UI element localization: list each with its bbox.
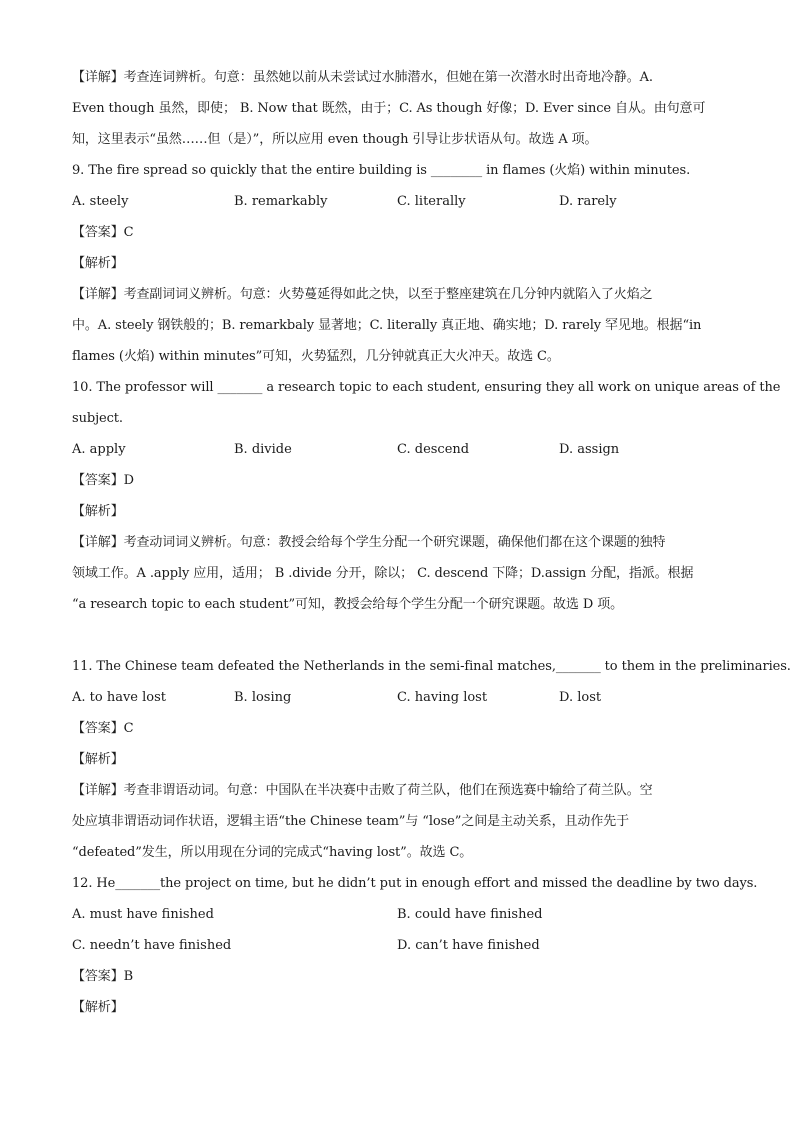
q10-detail-line-3: “a research topic to each student”可知，教授会给每个学生分配一个研究课题。故选 D 项。 [72,597,624,612]
q10-option-c: C. descend [397,442,470,457]
q9-detail-line-1: 【详解】考查副词词义辨析。句意：火势蔓延得如此之快，以至于整座建筑在几分钟内就陷入了火焰之 [72,287,653,302]
q12-options-row-1 [72,899,724,930]
q11-answer: 【答案】C [72,721,134,736]
q10-stem-line-1: 10. The professor will _______ a research topic to each student, ensuring they all work on unique areas of the [72,380,781,395]
q9-options [72,186,724,217]
q12-answer: 【答案】B [72,969,134,984]
q12-option-b: B. could have finished [397,907,543,922]
q9-option-b: B. remarkably [234,194,328,209]
q9-detail-line-3: flames (火焰) within minutes”可知，火势猛烈，几分钟就真正大火冲天。故选 C。 [72,349,560,364]
q9-option-a: A. steely [72,194,129,209]
q9-answer: 【答案】C [72,225,134,240]
q11-analysis: 【解析】 [72,752,124,767]
q12-option-c: C. needn’t have finished [72,938,232,953]
spacer [72,620,724,651]
q9-stem: 9. The fire spread so quickly that the entire building is ________ in flames (火焰) within minutes. [72,163,691,178]
q9-option-d: D. rarely [559,194,617,209]
q11-detail-line-1: 【详解】考查非谓语动词。句意：中国队在半决赛中击败了荷兰队，他们在预选赛中输给了荷兰队。空 [72,783,653,798]
q10-answer: 【答案】D [72,473,134,488]
q8-detail-line-2: Even though 虽然，即使； B. Now that 既然，由于；C. As though 好像；D. Ever since 自从。由句意可 [72,101,706,116]
q8-detail-line-3: 知，这里表示“虽然……但（是）”，所以应用 even though 引导让步状语从句。故选 A 项。 [72,132,598,147]
q11-option-a: A. to have lost [72,690,167,705]
q12-options-row-2 [72,930,724,961]
q10-analysis: 【解析】 [72,504,124,519]
q11-option-d: D. lost [559,690,602,705]
q11-options [72,682,724,713]
q9-option-c: C. literally [397,194,466,209]
q11-stem: 11. The Chinese team defeated the Netherlands in the semi-final matches,_______ to them in the preliminaries. [72,659,791,674]
q12-analysis: 【解析】 [72,1000,124,1015]
q9-analysis: 【解析】 [72,256,124,271]
q10-option-b: B. divide [234,442,292,457]
q10-stem-line-2: subject. [72,411,123,426]
q10-detail-line-1: 【详解】考查动词词义辨析。句意：教授会给每个学生分配一个研究课题，确保他们都在这个课题的独特 [72,535,666,550]
q10-option-a: A. apply [72,442,126,457]
q10-option-d: D. assign [559,442,620,457]
q10-detail-line-2: 领域工作。A .apply 应用，适用； B .divide 分开，除以； C. descend 下降；D.assign 分配，指派。根据 [72,566,694,581]
document-page [72,62,791,1023]
q11-option-c: C. having lost [397,690,488,705]
q11-detail-line-2: 处应填非谓语动词作状语，逻辑主语“the Chinese team”与 “lose”之间是主动关系，且动作先于 [72,814,630,829]
q11-option-b: B. losing [234,690,292,705]
q8-detail-line-1: 【详解】考查连词辨析。句意：虽然她以前从未尝试过水肺潜水，但她在第一次潜水时出奇地冷静。A. [72,70,653,85]
q10-options [72,434,724,465]
q12-option-d: D. can’t have finished [397,938,540,953]
q12-option-a: A. must have finished [72,907,214,922]
q11-detail-line-3: “defeated”发生，所以用现在分词的完成式“having lost”。故选 C。 [72,845,473,860]
q9-detail-line-2: 中。A. steely 钢铁般的；B. remarkbaly 显著地；C. literally 真正地、确实地；D. rarely 罕见地。根据“in [72,318,702,333]
q12-stem: 12. He_______the project on time, but he didn’t put in enough effort and missed the deadline by two days. [72,876,758,891]
